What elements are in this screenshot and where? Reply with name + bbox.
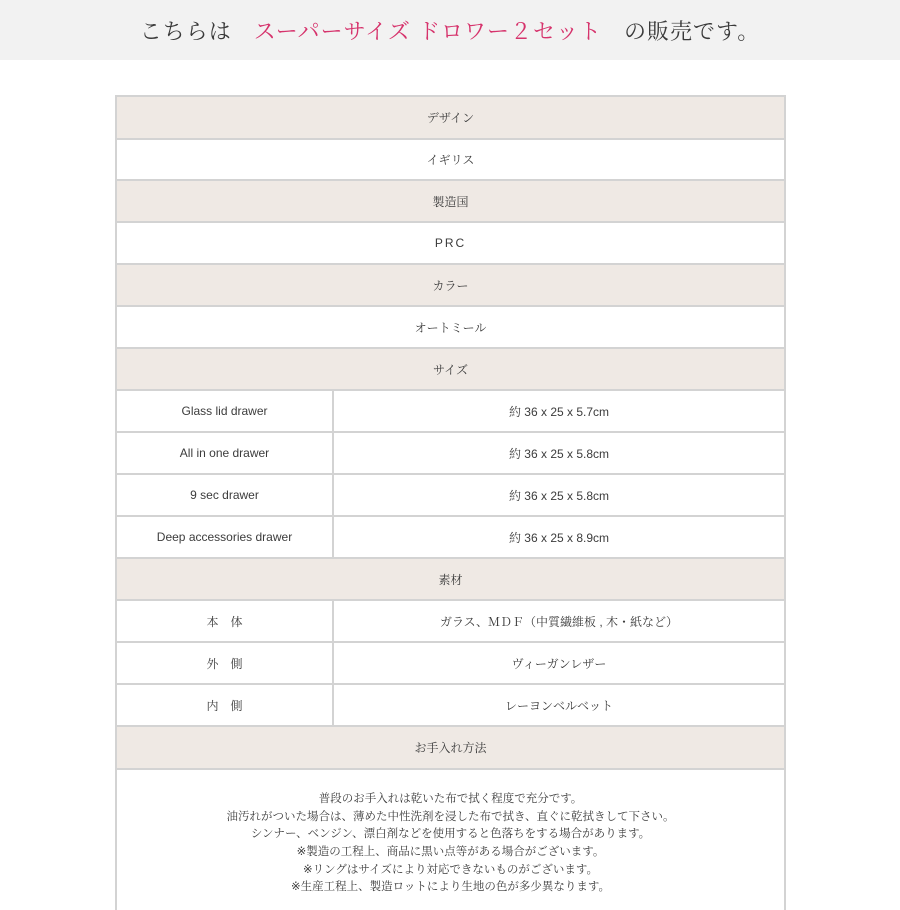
care-line: ※リングはサイズにより対応できないものがございます。 [302,863,599,876]
material-part-value: ヴィーガンレザー [511,656,607,671]
color-value-row [117,307,784,349]
material-header-row [117,559,784,601]
color-label: カラー [432,278,469,293]
design-header-row [117,97,784,140]
origin-value-row [117,223,784,265]
material-part-value: レーヨンベルベット [504,698,613,713]
size-row [117,391,784,433]
care-line: シンナー、ベンジン、漂白剤などを使用すると色落ちをする場合があります。 [250,828,651,841]
size-item-value: 約 36 x 25 x 5.8cm [508,446,610,461]
care-label: お手入れ方法 [414,741,487,755]
material-row [117,601,784,643]
color-header-row [117,265,784,307]
material-label: 素材 [438,572,463,587]
origin-value: PRC [434,236,467,250]
care-instructions [117,770,784,910]
material-row [117,643,784,685]
care-line: ※製造の工程上、商品に黒い点等がある場合がございます。 [296,846,605,858]
care-header-row [117,727,784,770]
design-value: イギリス [426,153,475,167]
banner-prefix: こちらは [139,18,232,44]
banner-product-name: スーパーサイズ ドロワー２セット [253,18,602,44]
size-row [117,517,784,559]
material-part-name: 本 体 [117,601,334,641]
size-item-value: 約 36 x 25 x 5.8cm [508,488,610,503]
size-item-value: 約 36 x 25 x 5.7cm [508,404,610,419]
origin-label: 製造国 [432,194,469,209]
size-item-name: Deep accessories drawer [117,517,334,557]
color-value: オートミール [414,320,487,335]
material-part-value: ガラス、ＭＤＦ（中質繊維板 , 木・紙など） [439,614,678,629]
title-banner [0,0,900,60]
size-item-name: 9 sec drawer [117,475,334,515]
design-label: デザイン [426,111,475,125]
size-row [117,475,784,517]
size-label: サイズ [432,362,469,377]
material-part-name: 外 側 [117,643,334,683]
size-header-row [117,349,784,391]
care-line: ※生産工程上、製造ロットにより生地の色が多少異なります。 [291,881,610,894]
size-item-name: Glass lid drawer [117,391,334,431]
origin-header-row [117,181,784,223]
size-item-value: 約 36 x 25 x 8.9cm [508,530,610,545]
size-item-name: All in one drawer [117,433,334,473]
banner-suffix: の販売です。 [623,18,761,44]
care-body-row [117,770,784,910]
care-line: 普段のお手入れは乾いた布で拭く程度で充分です。 [318,793,583,806]
size-row [117,433,784,475]
material-row [117,685,784,727]
care-line: 油汚れがついた場合は、薄めた中性洗剤を浸した布で拭き、直ぐに乾拭きして下さい。 [226,810,675,823]
material-part-name: 内 側 [117,685,334,725]
spec-table [115,95,786,910]
design-value-row [117,140,784,181]
